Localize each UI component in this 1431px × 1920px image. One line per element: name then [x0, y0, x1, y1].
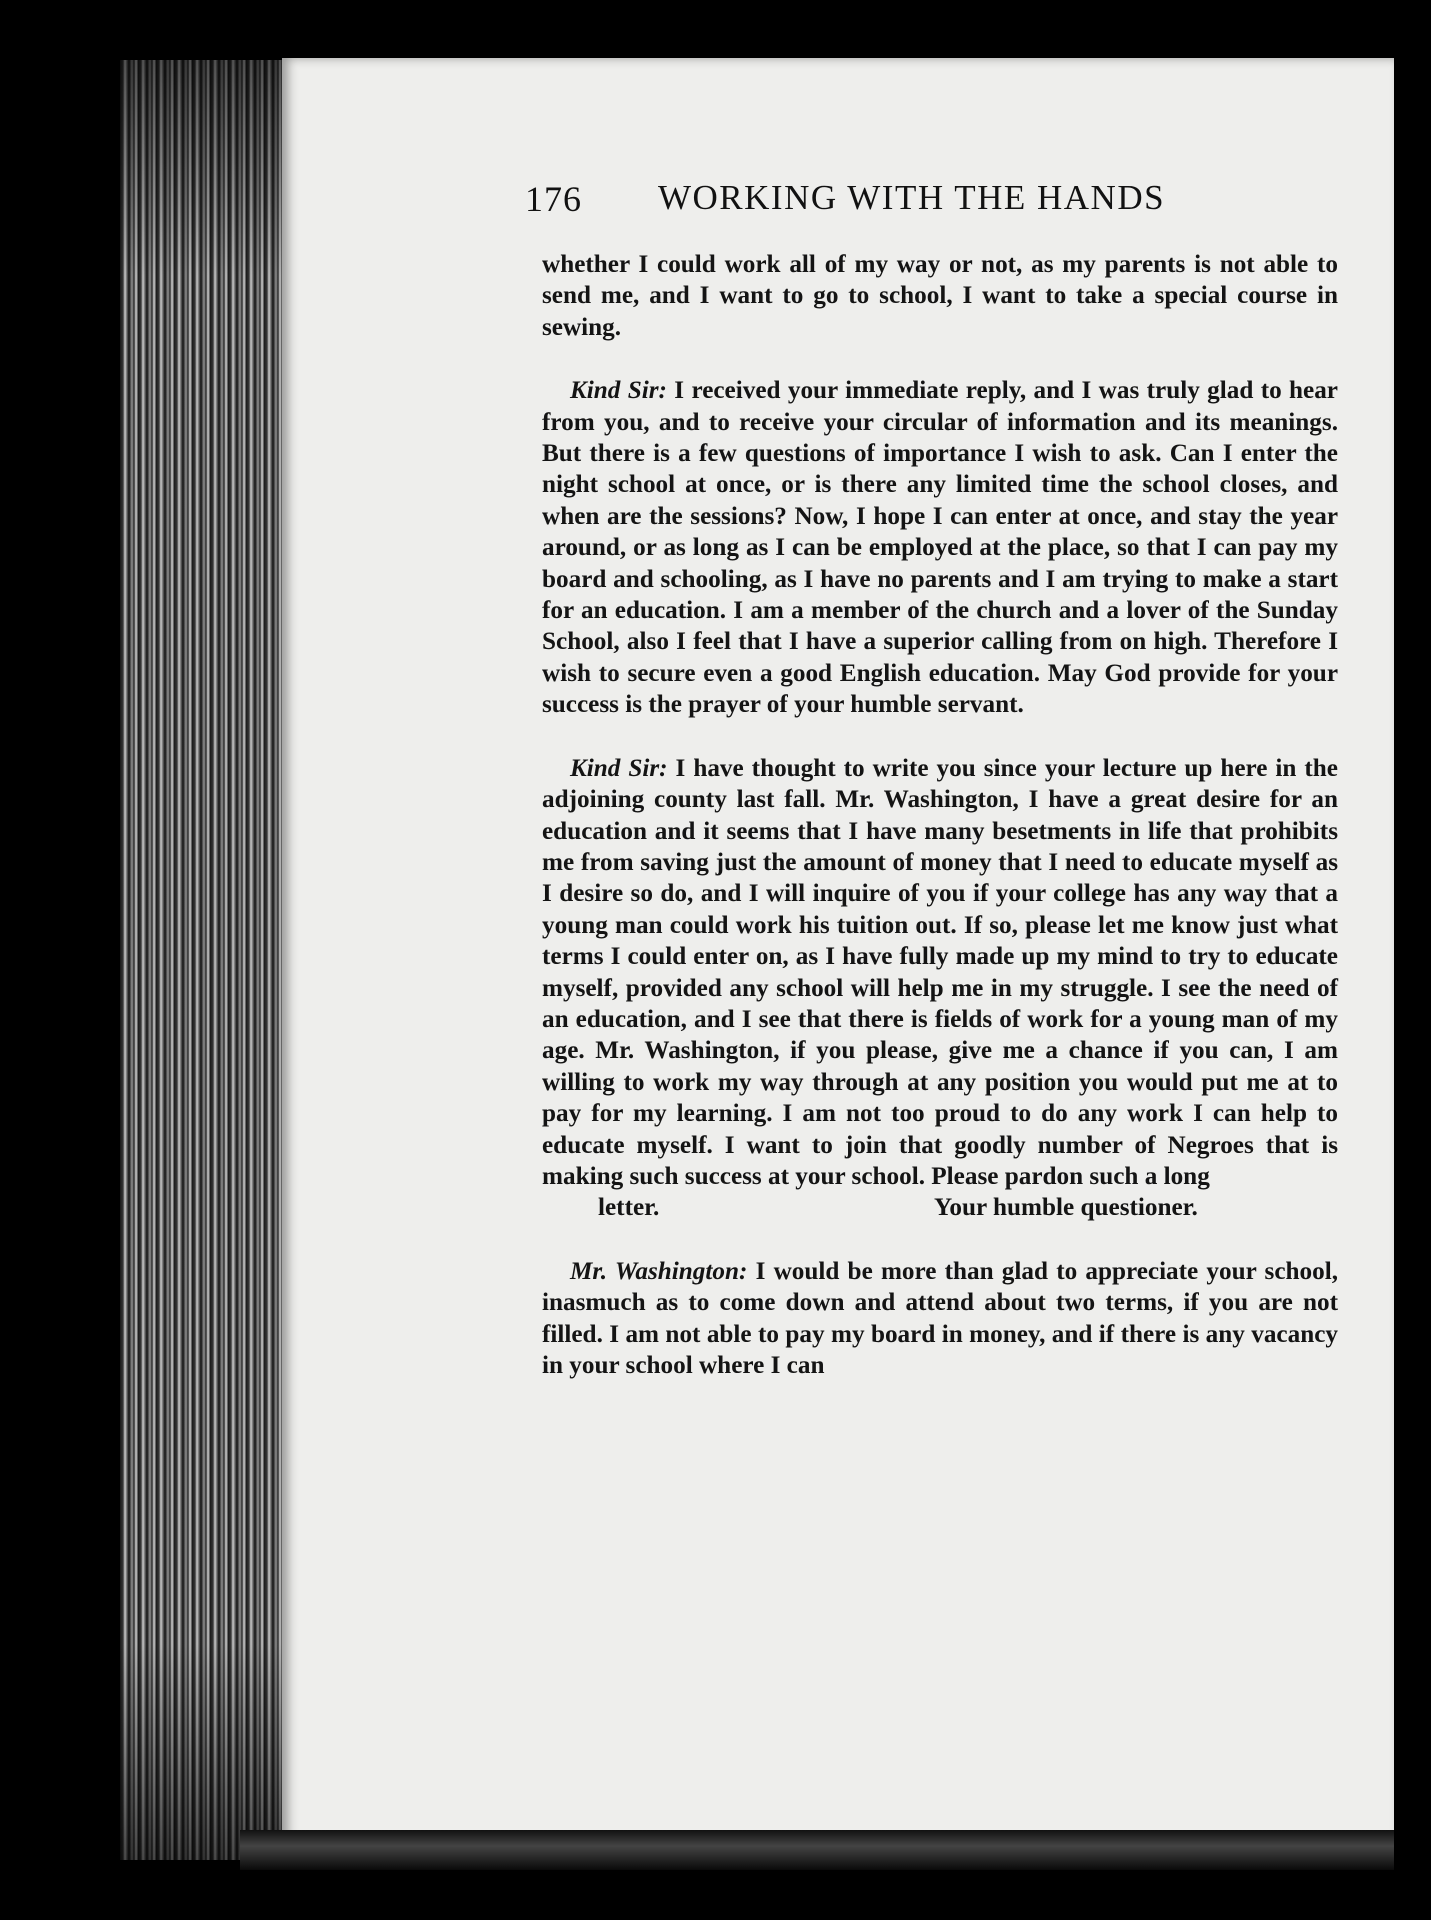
letter-paragraph — [542, 375, 1338, 720]
salutation: Mr. Washington: — [570, 1257, 748, 1285]
paragraph-text: I would be more than glad to appreciate your school, inasmuch as to come down and attend about two terms, if you are not filled. I am not able to pay my board in money, and if there is any vacancy in your school where I can — [542, 1257, 1339, 1379]
salutation: Kind Sir: — [570, 754, 668, 782]
body-text — [542, 249, 1338, 1381]
page-bottom-edge — [240, 1830, 1400, 1870]
running-title: WORKING WITH THE HANDS — [658, 178, 1166, 217]
paragraph-continued — [542, 249, 1338, 343]
signature: Your humble questioner. — [934, 1194, 1198, 1222]
book-edge-shadow — [120, 60, 295, 1860]
running-header — [525, 178, 1285, 228]
paragraph-text: I have thought to write you since your lecture up here in the adjoining county last fall. Mr. Washington, I have a great desire for an education and it seems that I have many besetments in life that prohibits me from saving just the amount of money that I need to educate myself as I desire so do, and I will inquire of you if your college has any way that a young man could work his tuition out. If so, please let me know just what terms I could enter on, as I have fully made up my mind to try to educate myself, provided any school will help me in my struggle. I see the need of an education, and I see that there is fields of work for a young man of my age. Mr. Washington, if you please, give me a chance if you can, I am willing to work my way through at any position you would put me at to pay for my learning. I am not too proud to do any work I can help to educate myself. I want to join that goodly number of Negroes that is making such success at your school. Please pardon such a long — [542, 754, 1338, 1190]
letter-paragraph — [542, 753, 1338, 1224]
scan-border-right — [1394, 0, 1431, 1920]
page-number: 176 — [525, 179, 582, 219]
paragraph-text: I received your immediate reply, and I was truly glad to hear from you, and to receive your circular of information and its meanings. But there is a few questions of importance I wish to ask. Can I enter the night school at once, or is there any limited time the school closes, and when are the sessions? Now, I hope I can enter at once, and stay the year around, or as long as I can be employed at the place, so that I can pay my board and schooling, as I have no parents and I am trying to make a start for an education. I am a member of the church and a lover of the Sunday School, also I feel that I have a superior calling from on high. Therefore I wish to secure even a good English education. May God provide for your success is the prayer of your humble servant. — [542, 377, 1338, 719]
closing-line — [542, 1192, 1338, 1223]
paragraph-text: whether I could work all of my way or not, as my parents is not able to send me, and I want to go to school, I want to take a special course in sewing. — [542, 251, 1338, 341]
salutation: Kind Sir: — [570, 377, 667, 405]
closing-left: letter. — [598, 1194, 660, 1222]
letter-paragraph — [542, 1256, 1338, 1382]
